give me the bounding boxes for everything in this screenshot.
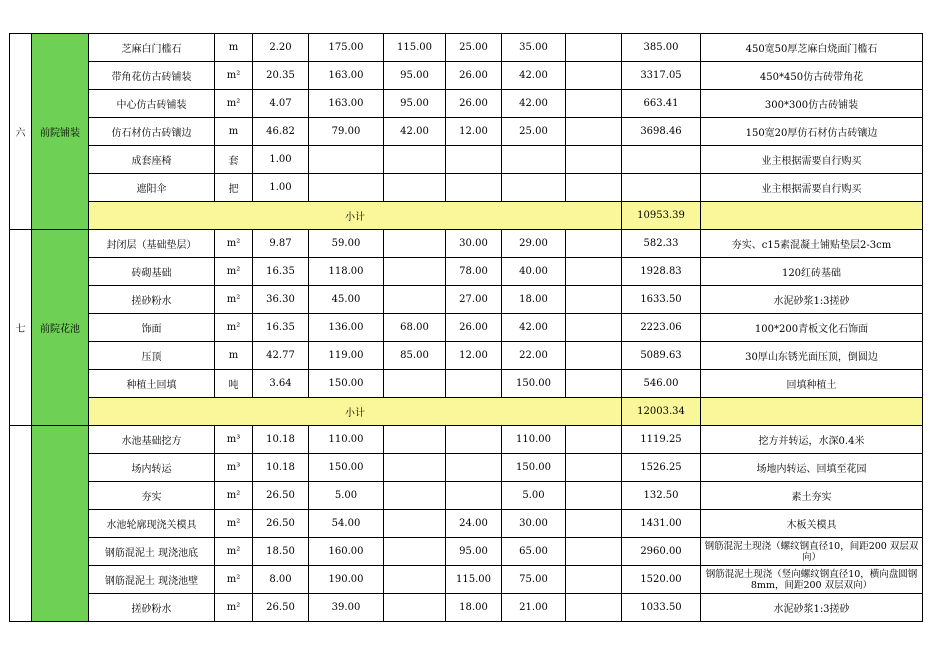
cell-name: 场内转运 [89,454,215,482]
cell-c4: 5.00 [502,482,566,510]
cell-c5 [566,34,622,62]
cell-c4: 42.00 [502,90,566,118]
cell-qty: 8.00 [253,566,309,594]
cell-total: 1520.00 [622,566,701,594]
cell-name: 水池基础挖方 [89,426,215,454]
cell-c5 [566,118,622,146]
cell-c4: 22.00 [502,342,566,370]
table-row [10,594,923,622]
cell-name: 遮阳伞 [89,174,215,202]
cell-unit: m² [215,258,253,286]
cell-total [622,174,701,202]
cell-c3 [446,146,502,174]
cell-c2 [384,370,446,398]
cell-total: 1526.25 [622,454,701,482]
cell-c3: 26.00 [446,314,502,342]
cell-qty: 36.30 [253,286,309,314]
cell-c2 [384,510,446,538]
cell-unit: m [215,118,253,146]
cell-c3: 12.00 [446,342,502,370]
cell-c5 [566,510,622,538]
cell-name: 芝麻白门槛石 [89,34,215,62]
cell-c5 [566,342,622,370]
cell-c4: 110.00 [502,426,566,454]
cell-total: 2960.00 [622,538,701,566]
quote-table [9,33,923,622]
cell-remark: 150宽20厚仿石材仿古砖镶边 [701,118,923,146]
cell-remark: 钢筋混泥土现浇（螺纹钢直径10，间距200 双层双向） [701,538,923,566]
subtotal-remark [701,398,923,426]
cell-c2: 95.00 [384,62,446,90]
subtotal-row [10,202,923,230]
cell-remark: 300*300仿古砖铺装 [701,90,923,118]
cell-c5 [566,90,622,118]
cell-name: 成套座椅 [89,146,215,174]
cell-c3: 95.00 [446,538,502,566]
cell-c1: 54.00 [309,510,384,538]
cell-remark: 回填种植土 [701,370,923,398]
cell-name: 饰面 [89,314,215,342]
cell-name: 钢筋混泥土 现浇池壁 [89,566,215,594]
cell-c3: 78.00 [446,258,502,286]
cell-c4: 65.00 [502,538,566,566]
cell-unit: m³ [215,454,253,482]
table-row [10,286,923,314]
cell-name: 夯实 [89,482,215,510]
cell-c3: 18.00 [446,594,502,622]
cell-c1: 45.00 [309,286,384,314]
cell-c5 [566,426,622,454]
cell-c4: 25.00 [502,118,566,146]
cell-unit: m [215,342,253,370]
cell-qty: 20.35 [253,62,309,90]
cell-remark: 水泥砂浆1:3搓砂 [701,286,923,314]
cell-qty: 9.87 [253,230,309,258]
cell-c4: 75.00 [502,566,566,594]
table-row [10,90,923,118]
cell-total [622,146,701,174]
cell-remark: 钢筋混泥土现浇（竖向螺纹钢直径10，横向盘圆钢8mm，间距200 双层双向） [701,566,923,594]
cell-remark: 业主根据需要自行购买 [701,146,923,174]
cell-name: 种植土回填 [89,370,215,398]
cell-c2 [384,538,446,566]
table-row [10,482,923,510]
cell-c2 [384,174,446,202]
cell-qty: 46.82 [253,118,309,146]
cell-c5 [566,258,622,286]
cell-unit: 套 [215,146,253,174]
subtotal-label: 小计 [89,202,622,230]
cell-qty: 26.50 [253,510,309,538]
cell-c3: 25.00 [446,34,502,62]
table-row [10,314,923,342]
subtotal-value: 12003.34 [622,398,701,426]
table-row [10,230,923,258]
cell-c3: 12.00 [446,118,502,146]
cell-qty: 1.00 [253,146,309,174]
cell-c3 [446,426,502,454]
cell-total: 546.00 [622,370,701,398]
cell-unit: 把 [215,174,253,202]
cell-c2 [384,594,446,622]
cell-c4: 35.00 [502,34,566,62]
cell-c2: 115.00 [384,34,446,62]
cell-c5 [566,314,622,342]
cell-c1: 163.00 [309,90,384,118]
cell-name: 压顶 [89,342,215,370]
cell-c5 [566,146,622,174]
cell-c1: 59.00 [309,230,384,258]
cell-qty: 16.35 [253,258,309,286]
cell-unit: m² [215,314,253,342]
table-row [10,566,923,594]
cell-remark: 120红砖基础 [701,258,923,286]
section-group: 前院花池 [32,230,89,426]
cell-total: 1033.50 [622,594,701,622]
cell-c4: 30.00 [502,510,566,538]
cell-total: 2223.06 [622,314,701,342]
cell-unit: m² [215,90,253,118]
cell-c1: 150.00 [309,370,384,398]
cell-remark: 场地内转运、回填至花园 [701,454,923,482]
cell-qty: 16.35 [253,314,309,342]
cell-c3: 26.00 [446,62,502,90]
cell-remark: 木板关模具 [701,510,923,538]
cell-total: 5089.63 [622,342,701,370]
cell-total: 385.00 [622,34,701,62]
cell-c2: 85.00 [384,342,446,370]
cell-unit: m [215,34,253,62]
section-group: 前院铺装 [32,34,89,230]
cell-c2 [384,230,446,258]
cell-c1: 160.00 [309,538,384,566]
cell-qty: 3.64 [253,370,309,398]
subtotal-label: 小计 [89,398,622,426]
cell-unit: m² [215,594,253,622]
cell-c5 [566,286,622,314]
cell-c5 [566,62,622,90]
cell-c1 [309,146,384,174]
cell-c5 [566,370,622,398]
cell-c5 [566,538,622,566]
cell-total: 132.50 [622,482,701,510]
cell-remark: 素土夯实 [701,482,923,510]
section-index [10,426,32,622]
cell-qty: 26.50 [253,594,309,622]
cell-c3: 24.00 [446,510,502,538]
cell-total: 1928.83 [622,258,701,286]
cell-c5 [566,454,622,482]
cell-c1: 150.00 [309,454,384,482]
cell-unit: m² [215,230,253,258]
cell-c5 [566,230,622,258]
cell-total: 1119.25 [622,426,701,454]
section-index: 六 [10,34,32,230]
cell-total: 582.33 [622,230,701,258]
cell-c2 [384,454,446,482]
table-row [10,258,923,286]
cell-remark: 业主根据需要自行购买 [701,174,923,202]
cell-c5 [566,566,622,594]
cell-c2 [384,426,446,454]
cell-remark: 挖方并转运，水深0.4米 [701,426,923,454]
cell-total: 663.41 [622,90,701,118]
cell-c1 [309,174,384,202]
cell-total: 3317.05 [622,62,701,90]
cell-c2: 42.00 [384,118,446,146]
cell-name: 砖砌基础 [89,258,215,286]
cell-c2: 95.00 [384,90,446,118]
cell-remark: 100*200青板文化石饰面 [701,314,923,342]
table-row [10,174,923,202]
cell-unit: m² [215,62,253,90]
section-index: 七 [10,230,32,426]
cell-c3: 26.00 [446,90,502,118]
cell-unit: m² [215,286,253,314]
cell-name: 中心仿古砖铺装 [89,90,215,118]
cell-c2 [384,258,446,286]
cell-unit: m² [215,566,253,594]
table-row [10,538,923,566]
table-row [10,454,923,482]
cell-c5 [566,174,622,202]
subtotal-row [10,398,923,426]
cell-unit: m² [215,482,253,510]
cell-c4 [502,174,566,202]
cell-qty: 18.50 [253,538,309,566]
cell-c3 [446,454,502,482]
section-group [32,426,89,622]
cell-c1: 118.00 [309,258,384,286]
cell-name: 搓砂粉水 [89,286,215,314]
cell-name: 水池轮廓现浇关模具 [89,510,215,538]
cell-c2: 68.00 [384,314,446,342]
cell-qty: 10.18 [253,426,309,454]
cell-remark: 450宽50厚芝麻白烧面门槛石 [701,34,923,62]
cell-c3 [446,482,502,510]
table-row [10,34,923,62]
cell-c4 [502,146,566,174]
cell-qty: 26.50 [253,482,309,510]
cell-remark: 30厚山东锈光面压顶，倒圆边 [701,342,923,370]
cell-c4: 40.00 [502,258,566,286]
cell-remark: 水泥砂浆1:3搓砂 [701,594,923,622]
cell-c5 [566,594,622,622]
cell-c4: 29.00 [502,230,566,258]
cell-c2 [384,482,446,510]
cell-unit: m² [215,510,253,538]
cell-c1: 119.00 [309,342,384,370]
cell-c1: 190.00 [309,566,384,594]
cell-name: 带角花仿古砖铺装 [89,62,215,90]
cell-qty: 10.18 [253,454,309,482]
table-row [10,342,923,370]
table-row [10,146,923,174]
cell-c3: 30.00 [446,230,502,258]
cell-c1: 175.00 [309,34,384,62]
table-row [10,62,923,90]
cell-qty: 1.00 [253,174,309,202]
cell-c1: 5.00 [309,482,384,510]
cell-c1: 79.00 [309,118,384,146]
cell-remark: 450*450仿古砖带角花 [701,62,923,90]
cell-remark: 夯实、c15素混凝土铺贴垫层2-3cm [701,230,923,258]
cell-name: 搓砂粉水 [89,594,215,622]
cell-unit: 吨 [215,370,253,398]
table-row [10,118,923,146]
cell-c3 [446,174,502,202]
cell-c4: 150.00 [502,454,566,482]
cell-qty: 2.20 [253,34,309,62]
cell-name: 封闭层（基础垫层） [89,230,215,258]
cell-name: 钢筋混泥土 现浇池底 [89,538,215,566]
cell-unit: m³ [215,426,253,454]
cell-c4: 18.00 [502,286,566,314]
cell-c3: 27.00 [446,286,502,314]
cell-c1: 163.00 [309,62,384,90]
subtotal-value: 10953.39 [622,202,701,230]
cell-c1: 110.00 [309,426,384,454]
cell-c3 [446,370,502,398]
subtotal-remark [701,202,923,230]
cell-c1: 39.00 [309,594,384,622]
cell-c4: 150.00 [502,370,566,398]
cell-c4: 21.00 [502,594,566,622]
table-row [10,426,923,454]
cell-c1: 136.00 [309,314,384,342]
cell-qty: 42.77 [253,342,309,370]
cell-c2 [384,286,446,314]
cell-c2 [384,146,446,174]
cell-c4: 42.00 [502,314,566,342]
table-row [10,370,923,398]
cell-c5 [566,482,622,510]
cell-unit: m² [215,538,253,566]
cell-total: 1633.50 [622,286,701,314]
cell-c4: 42.00 [502,62,566,90]
cell-total: 3698.46 [622,118,701,146]
cell-name: 仿石材仿古砖镶边 [89,118,215,146]
table-row [10,510,923,538]
cell-c3: 115.00 [446,566,502,594]
cell-c2 [384,566,446,594]
cell-qty: 4.07 [253,90,309,118]
cell-total: 1431.00 [622,510,701,538]
